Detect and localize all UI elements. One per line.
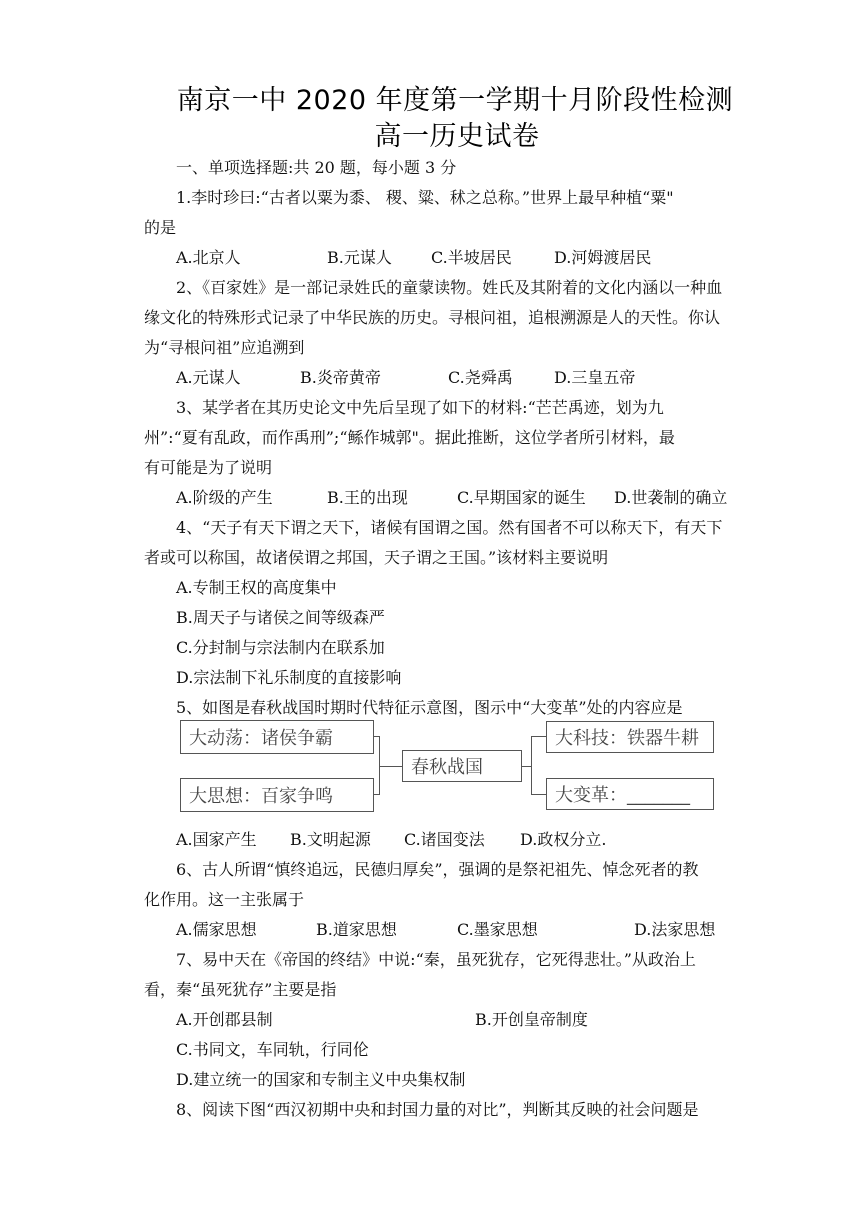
q4-option-b[interactable]: B.周天子与诸侯之间等级森严 xyxy=(176,608,385,627)
q2-text-line1: 2、《百家姓》是一部记录姓氏的童蒙读物。姓氏及其附着的文化内涵以一种血 xyxy=(176,278,723,297)
connector xyxy=(531,794,546,795)
connector xyxy=(531,736,532,795)
q4-text-line2: 者或可以称国，故诸侯谓之邦国，天子谓之王国。”该材料主要说明 xyxy=(144,548,609,567)
connector xyxy=(379,766,402,767)
q6-option-d[interactable]: D.法家思想 xyxy=(634,920,716,939)
q7-option-a[interactable]: A.开创郡县制 xyxy=(176,1010,273,1029)
q1-option-b[interactable]: B.元谋人 xyxy=(327,248,392,267)
q2-text-line3: 为“寻根问祖”应追溯到 xyxy=(144,338,305,357)
q5-option-b[interactable]: B.文明起源 xyxy=(290,830,371,849)
q3-text-line3: 有可能是为了说明 xyxy=(144,458,273,477)
q3-text-line1: 3、某学者在其历史论文中先后呈现了如下的材料:“芒芒禹迹，划为九 xyxy=(176,398,664,417)
q1-text-line2: 的是 xyxy=(144,218,177,237)
diagram-box-center: 春秋战国 xyxy=(402,750,522,782)
q5-text-line1: 5、如图是春秋战国时期时代特征示意图，图示中“大变革”处的内容应是 xyxy=(176,698,683,717)
q2-option-d[interactable]: D.三皇五帝 xyxy=(554,368,636,387)
q3-option-c[interactable]: C.早期国家的诞生 xyxy=(457,488,586,507)
q5-option-a[interactable]: A.国家产生 xyxy=(176,830,257,849)
diagram-box-right-bottom: 大变革：_______ xyxy=(546,778,714,810)
q6-text-line2: 化作用。这一主张属于 xyxy=(144,890,305,909)
q6-option-b[interactable]: B.道家思想 xyxy=(316,920,397,939)
q3-text-line2: 州”:“夏有乱政，而作禹刑”;“鲧作城郭"。据此推断，这位学者所引材料，最 xyxy=(144,428,675,447)
q6-option-a[interactable]: A.儒家思想 xyxy=(176,920,257,939)
q1-option-d[interactable]: D.河姆渡居民 xyxy=(554,248,652,267)
section-heading: 一、单项选择题:共 20 题，每小题 3 分 xyxy=(176,158,457,177)
q6-option-c[interactable]: C.墨家思想 xyxy=(457,920,538,939)
q8-text-line1: 8、阅读下图“西汉初期中央和封国力量的对比”，判断其反映的社会问题是 xyxy=(176,1100,699,1119)
q1-text-line1: 1.李时珍曰:“古者以粟为黍、 稷、粱、秫之总称。”世界上最早种植“粟" xyxy=(176,188,674,207)
q5-option-d[interactable]: D.政权分立. xyxy=(520,830,607,849)
q3-option-a[interactable]: A.阶级的产生 xyxy=(176,488,273,507)
q5-option-c[interactable]: C.诸国变法 xyxy=(404,830,485,849)
q1-option-a[interactable]: A.北京人 xyxy=(176,248,241,267)
q7-option-d[interactable]: D.建立统一的国家和专制主义中央集权制 xyxy=(176,1070,466,1089)
q4-text-line1: 4、“天子有天下谓之天下，诸候有国谓之国。然有国者不可以称天下，有天下 xyxy=(176,518,723,537)
q6-text-line1: 6、古人所谓“慎终追远，民德归厚矣”，强调的是祭祀祖先、悼念死者的教 xyxy=(176,860,699,879)
diagram-box-left-bottom: 大思想：百家争鸣 xyxy=(180,778,374,812)
q7-option-c[interactable]: C.书同文，车同轨，行同伦 xyxy=(176,1040,369,1059)
q2-option-a[interactable]: A.元谋人 xyxy=(176,368,241,387)
era-characteristics-diagram xyxy=(176,714,726,814)
diagram-box-left-top: 大动荡：诸侯争霸 xyxy=(180,720,374,754)
exam-subtitle: 高一历史试卷 xyxy=(374,121,540,152)
q4-option-a[interactable]: A.专制王权的高度集中 xyxy=(176,578,337,597)
q3-option-b[interactable]: B.王的出现 xyxy=(327,488,408,507)
q3-option-d[interactable]: D.世袭制的确立 xyxy=(614,488,728,507)
q4-option-d[interactable]: D.宗法制下礼乐制度的直接影响 xyxy=(176,668,402,687)
q7-option-b[interactable]: B.开创皇帝制度 xyxy=(475,1010,588,1029)
q2-option-b[interactable]: B.炎帝黄帝 xyxy=(300,368,381,387)
connector xyxy=(531,736,546,737)
q2-text-line2: 缘文化的特殊形式记录了中华民族的历史。寻根问祖，追根溯源是人的天性。你认 xyxy=(144,308,721,327)
q7-text-line1: 7、易中天在《帝国的终结》中说:“秦，虽死犹存，它死得悲壮。”从政治上 xyxy=(176,950,696,969)
diagram-box-right-top: 大科技：铁器牛耕 xyxy=(546,721,714,753)
q1-option-c[interactable]: C.半坡居民 xyxy=(431,248,512,267)
q4-option-c[interactable]: C.分封制与宗法制内在联系加 xyxy=(176,638,385,657)
q2-option-c[interactable]: C.尧舜禹 xyxy=(448,368,513,387)
q7-text-line2: 看，秦“虽死犹存”主要是指 xyxy=(144,980,337,999)
exam-title: 南京一中 2020 年度第一学期十月阶段性检测 xyxy=(176,85,734,116)
